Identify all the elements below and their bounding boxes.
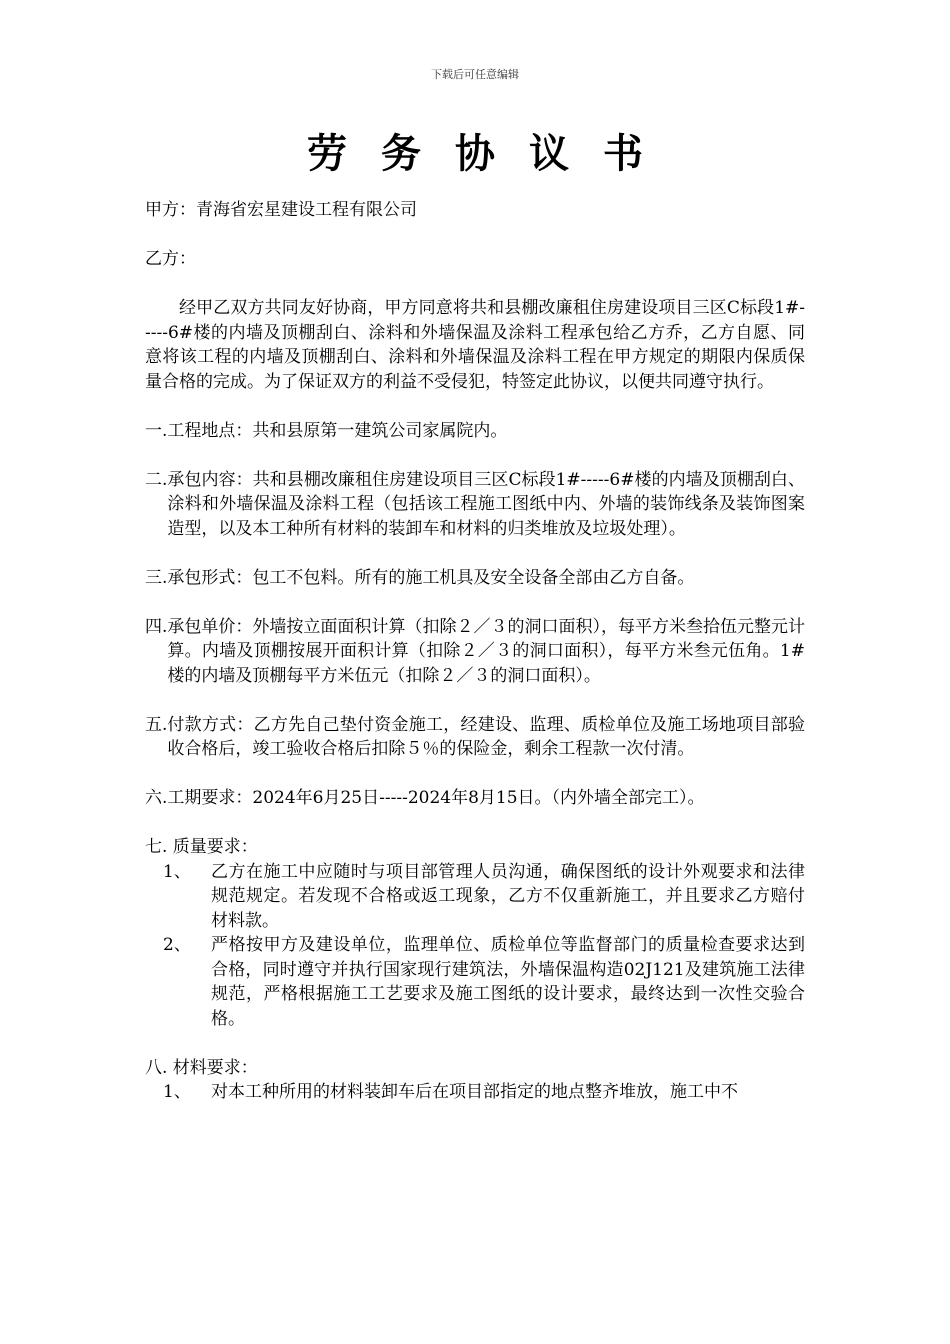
section-8-heading: 八. 材料要求：: [145, 1057, 258, 1078]
item-text: 严格按甲方及建设单位，监理单位、质检单位等监督部门的质量检查要求达到合格，同时遵守并执行国家现行建筑法，外墙保温构造02J121及建筑施工法律规范，严格根据施工工艺要求及施工图纸的设计要求，最终达到一次性交验合格。: [211, 935, 805, 1029]
section-4: [145, 615, 805, 689]
item-text: 对本工种所用的材料装卸车后在项目部指定的地点整齐堆放，施工中不: [211, 1082, 738, 1102]
section-number: 五.: [145, 714, 168, 735]
section-2: [145, 468, 805, 542]
section-1: [145, 419, 805, 444]
section-text: 工期要求：2024年6月25日-----2024年8月15日。（内外墙全部完工）。: [167, 788, 705, 808]
item-number: 1、: [163, 861, 191, 882]
section-text: 承包单价：外墙按立面面积计算（扣除２／３的洞口面积），每平方米叁拾伍元整元计算。内墙及顶棚按展开面积计算（扣除２／３的洞口面积），每平方米叁元伍角。1#楼的内墙及顶棚每平方米伍元（扣除２／３的洞口面积）。: [167, 616, 805, 686]
document-body: [145, 198, 805, 1105]
item-number: 2、: [163, 935, 191, 955]
section-6: [145, 786, 805, 811]
section-text: 承包内容：共和县棚改廉租住房建设项目三区C标段1#-----6#楼的内墙及顶棚刮白、涂料和外墙保温及涂料工程（包括该工程施工图纸中内、外墙的装饰线条及装饰图案造型，以及本工种所有材料的装卸车和材料的归类堆放及垃圾处理）。: [167, 469, 805, 539]
party-b-line: 乙方：: [145, 249, 196, 269]
section-number: 六.: [145, 788, 168, 808]
section-7-item-1: [145, 860, 805, 934]
intro-paragraph: 经甲乙双方共同友好协商，甲方同意将共和县棚改廉租住房建设项目三区C标段1#-----6#楼的内墙及顶棚刮白、涂料和外墙保温及涂料工程承包给乙方乔，乙方自愿、同意将该工程的内墙及顶棚刮白、涂料和外墙保温及涂料工程在甲方规定的期限内保质保量合格的完成。为了保证双方的利益不受侵犯，特签定此协议，以便共同遵守执行。: [145, 298, 805, 392]
section-5: [145, 713, 805, 762]
section-7-heading: 七. 质量要求：: [145, 837, 258, 857]
section-text: 工程地点：共和县原第一建筑公司家属院内。: [167, 420, 508, 441]
section-7-item-2: [145, 933, 805, 1031]
item-number: 1、: [163, 1082, 191, 1102]
header-note: 下载后可任意编辑: [431, 68, 519, 81]
party-a-line: 甲方：青海省宏星建设工程有限公司: [145, 200, 417, 220]
section-number: 二.: [145, 469, 168, 490]
section-text: 承包形式：包工不包料。所有的施工机具及安全设备全部由乙方自备。: [167, 567, 695, 588]
section-text: 付款方式：乙方先自己垫付资金施工，经建设、监理、质检单位及施工场地项目部验收合格后，竣工验收合格后扣除５％的保险金，剩余工程款一次付清。: [167, 714, 805, 759]
section-8-item-1: [145, 1080, 805, 1105]
item-text: 乙方在施工中应随时与项目部管理人员沟通，确保图纸的设计外观要求和法律规范规定。若发现不合格或返工现象，乙方不仅重新施工，并且要求乙方赔付材料款。: [211, 861, 805, 931]
document-title: 劳务协议书: [307, 130, 677, 177]
section-number: 四.: [145, 616, 168, 637]
section-number: 一.: [145, 420, 168, 441]
section-number: 三.: [145, 567, 168, 588]
section-3: [145, 566, 805, 591]
